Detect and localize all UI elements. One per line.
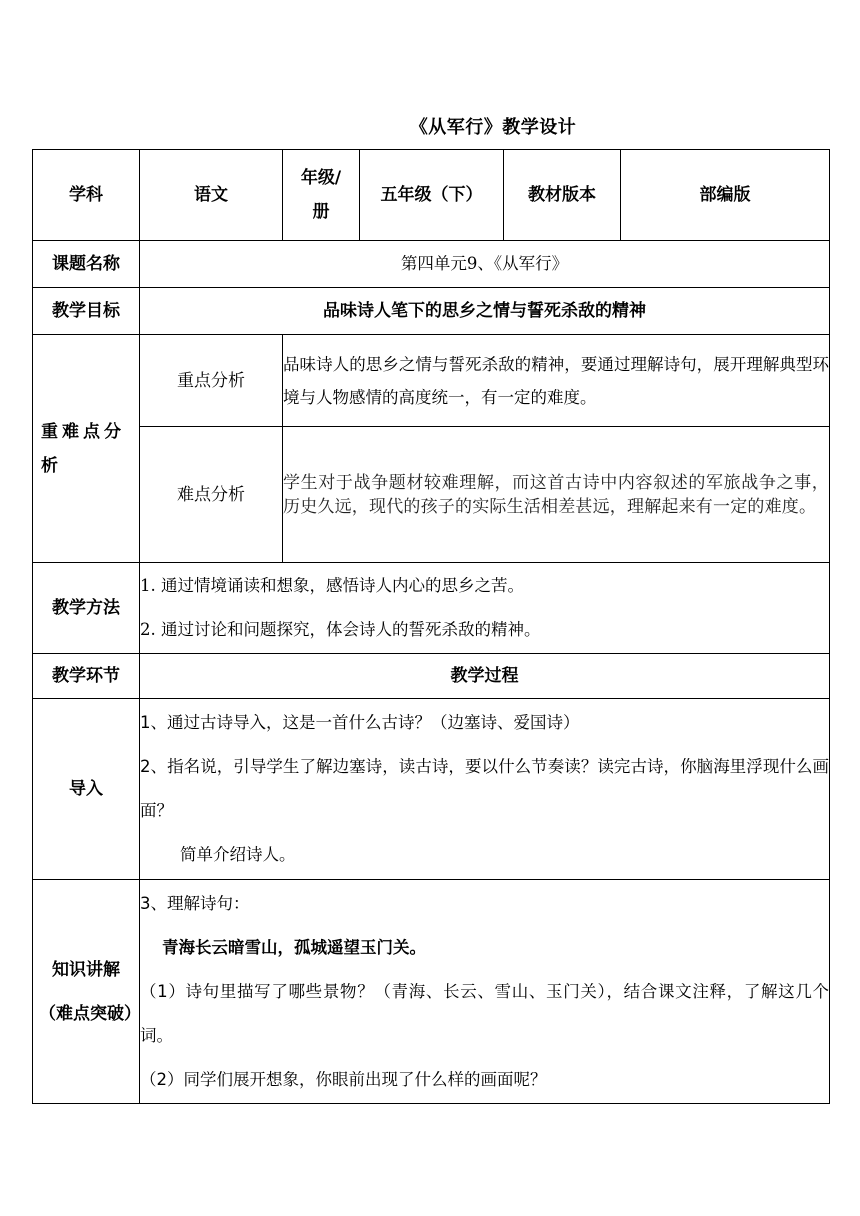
intro-line: 1、通过古诗导入，这是一首什么古诗？（边塞诗、爱国诗）: [140, 713, 580, 732]
methods-cell: [140, 563, 830, 654]
lesson-label: 课题名称: [33, 241, 140, 288]
knowledge-line: （2）同学们展开想象，你眼前出现了什么样的画面呢？: [140, 1070, 547, 1089]
intro-row: [33, 699, 830, 880]
method-item: 2. 通过讨论和问题探究，体会诗人的誓死杀敌的精神。: [140, 620, 541, 639]
process-header-value: 教学过程: [140, 654, 830, 699]
goal-value: 品味诗人笔下的思乡之情与誓死杀敌的精神: [140, 288, 830, 335]
grade-label: 年级/册: [283, 150, 360, 241]
difficulty-label: 重难点分析: [33, 335, 140, 563]
knowledge-row: [33, 880, 830, 1104]
methods-label: 教学方法: [33, 563, 140, 654]
header-row: [33, 150, 830, 241]
hard-point-label: 难点分析: [140, 427, 283, 563]
intro-cell: [140, 699, 830, 880]
edition-value: 部编版: [621, 150, 830, 241]
intro-label: 导入: [33, 699, 140, 880]
intro-line: 2、指名说，引导学生了解边塞诗，读古诗，要以什么节奏读？读完古诗，你脑海里浮现什么画面？: [140, 757, 829, 820]
knowledge-label-line1: 知识讲解: [52, 959, 120, 980]
edition-label: 教材版本: [504, 150, 621, 241]
key-point-label: 重点分析: [140, 335, 283, 427]
process-header-label: 教学环节: [33, 654, 140, 699]
knowledge-line: 3、理解诗句：: [140, 894, 250, 913]
goal-label: 教学目标: [33, 288, 140, 335]
hard-point-row: [33, 427, 830, 563]
subject-value: 语文: [140, 150, 283, 241]
key-point-text: 品味诗人的思乡之情与誓死杀敌的精神，要通过理解诗句，展开理解典型环境与人物感情的高度统一，有一定的难度。: [283, 335, 830, 427]
grade-value: 五年级（下）: [360, 150, 504, 241]
intro-line: 简单介绍诗人。: [180, 845, 296, 864]
hard-point-text: 学生对于战争题材较难理解，而这首古诗中内容叙述的军旅战争之事，历史久远，现代的孩子的实际生活相差甚远，理解起来有一定的难度。: [283, 427, 830, 563]
knowledge-line: （1）诗句里描写了哪些景物？（青海、长云、雪山、玉门关），结合课文注释，了解这几个词。: [140, 982, 829, 1045]
knowledge-poem-line: 青海长云暗雪山，孤城遥望玉门关。: [162, 938, 426, 957]
methods-row: [33, 563, 830, 654]
knowledge-label: [33, 880, 140, 1104]
lesson-value: 第四单元9、《从军行》: [140, 241, 830, 288]
key-point-row: [33, 335, 830, 427]
document-title: 《从军行》教学设计: [409, 117, 577, 138]
knowledge-cell: [140, 880, 830, 1104]
knowledge-label-line2: （难点突破）: [39, 1003, 141, 1024]
lesson-plan-table: [32, 149, 830, 1104]
method-item: 1. 通过情境诵读和想象，感悟诗人内心的思乡之苦。: [140, 576, 524, 595]
subject-label: 学科: [33, 150, 140, 241]
goal-row: [33, 288, 830, 335]
process-header-row: [33, 654, 830, 699]
lesson-row: [33, 241, 830, 288]
